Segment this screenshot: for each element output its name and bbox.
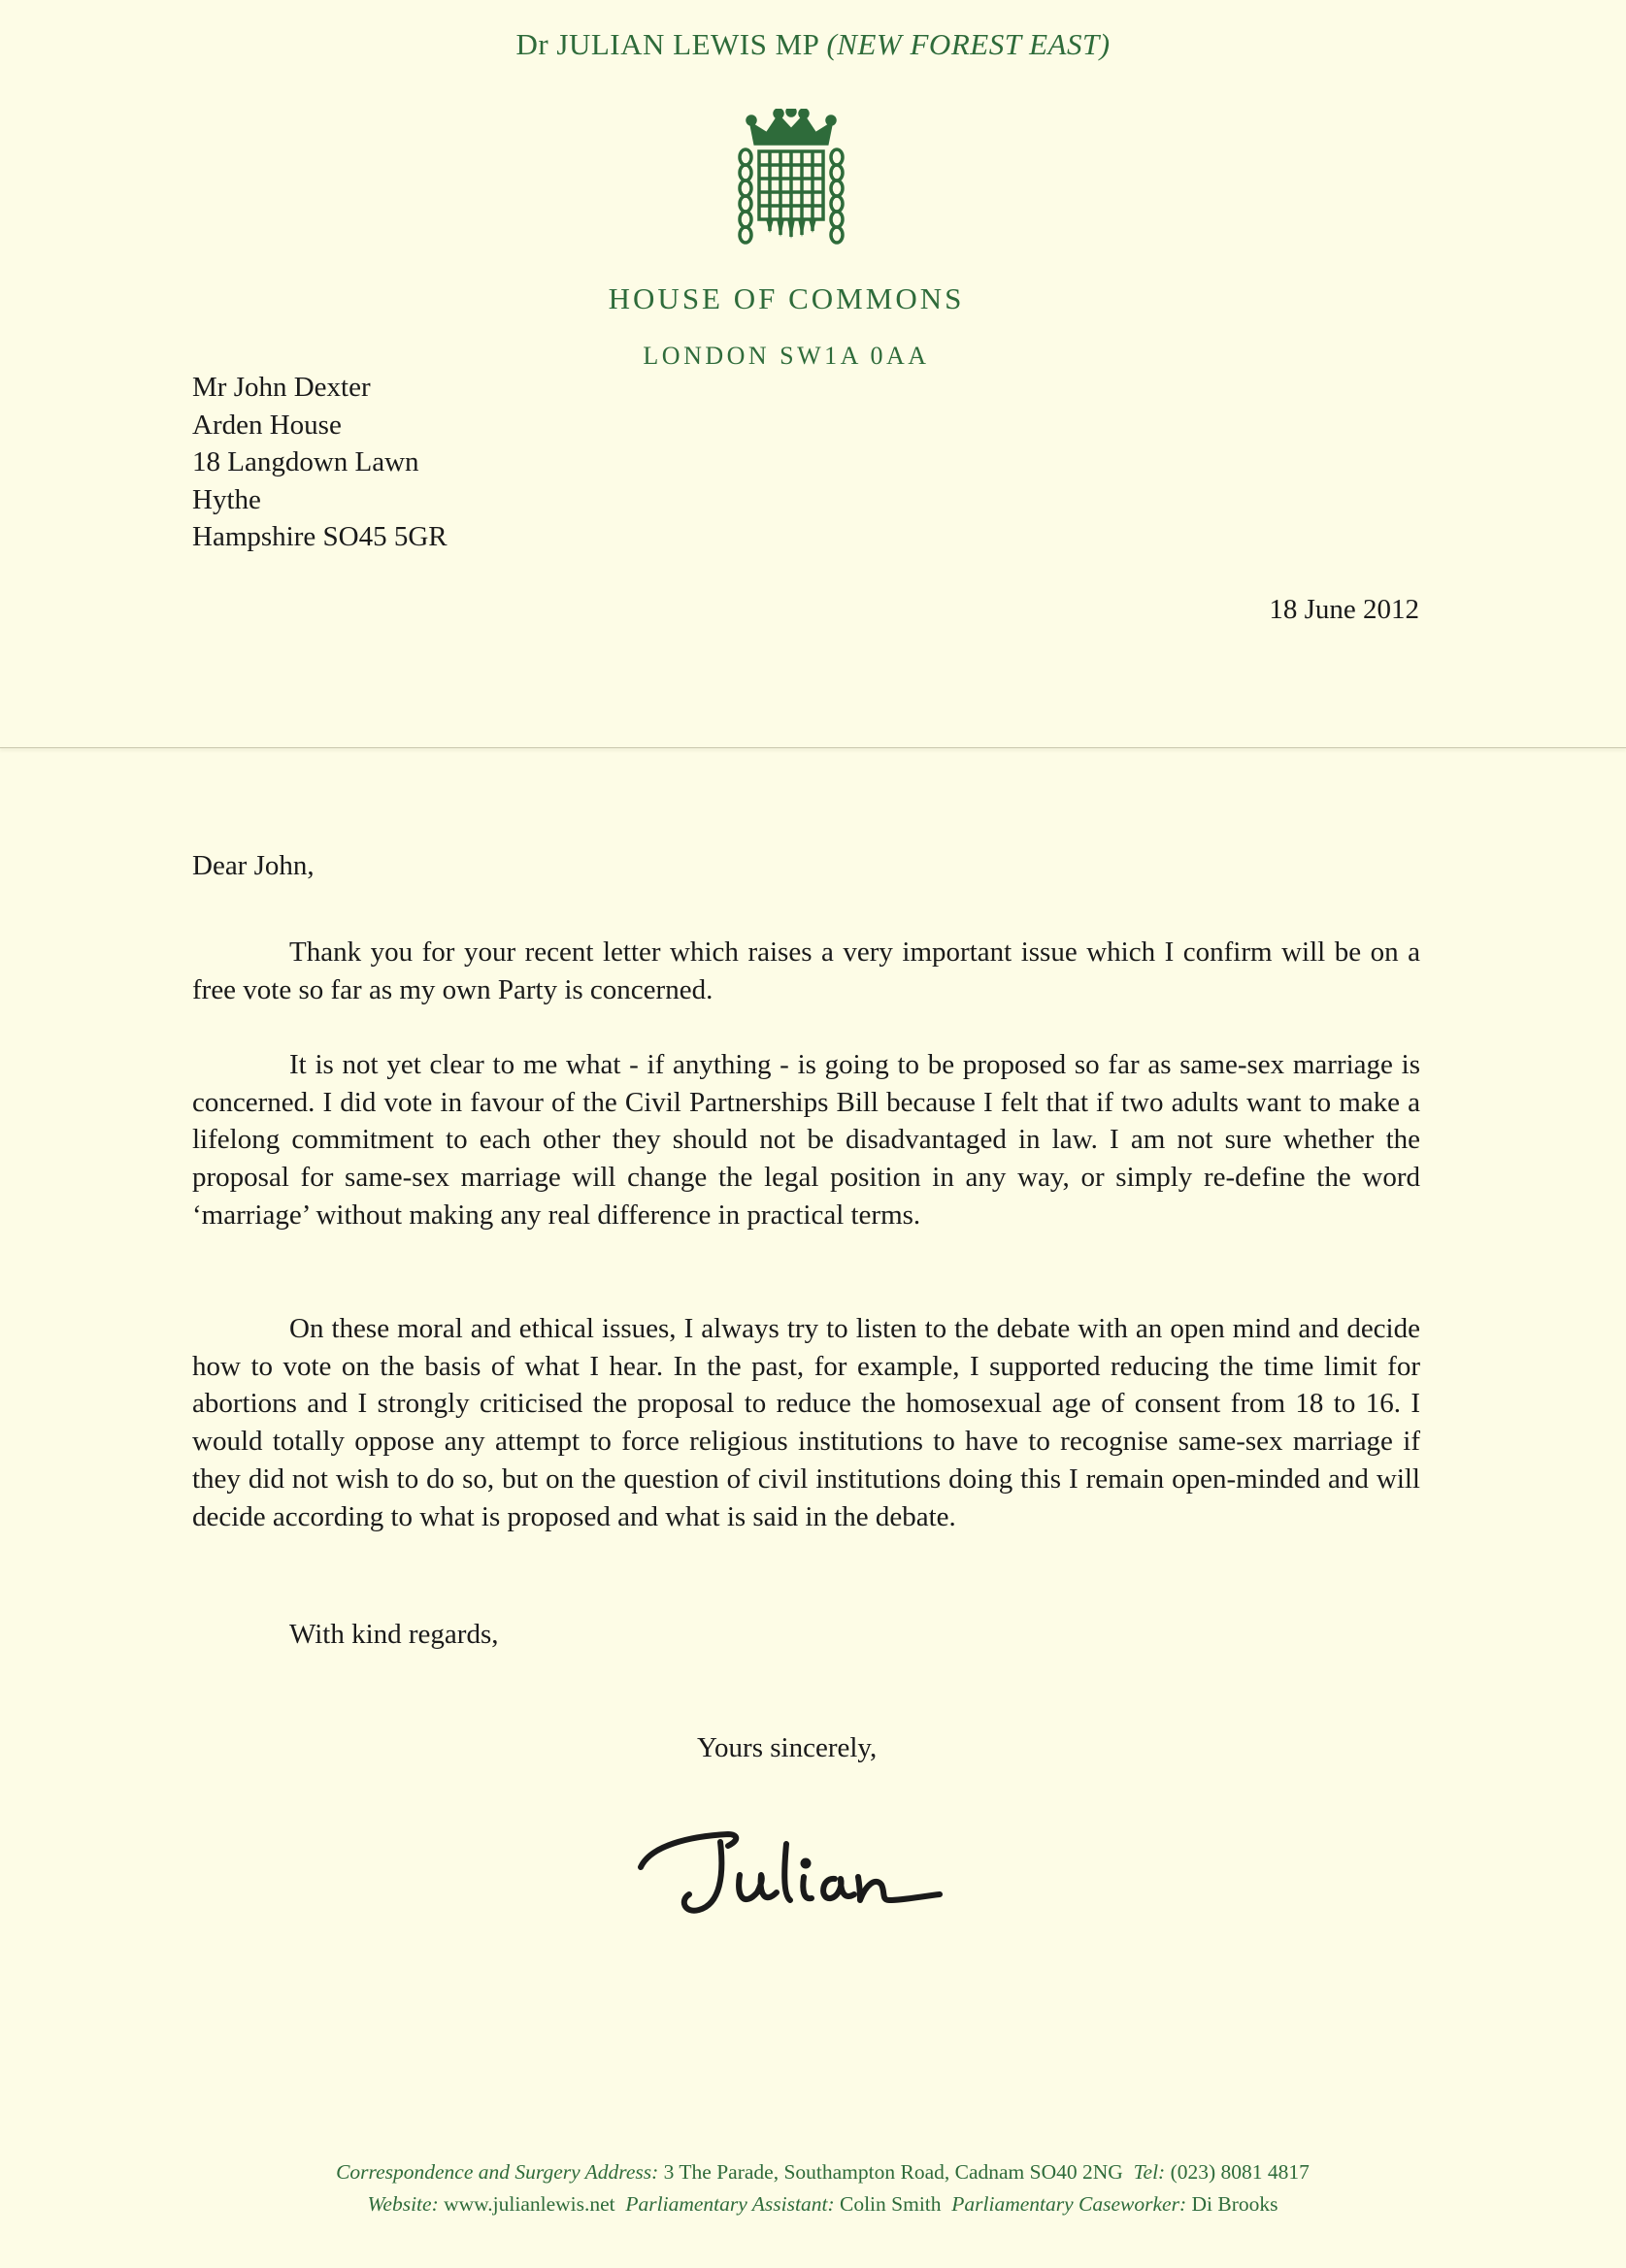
salutation: Dear John, xyxy=(192,850,315,881)
footer-address-line xyxy=(10,2160,1626,2185)
portcullis-icon xyxy=(728,109,854,254)
body-paragraph: It is not yet clear to me what - if anything - is going to be proposed so far as same-sex marriage is concerned. I did vote in favour of the Civil Partnerships Bill because I felt that if two adults want to make a lifelong commitment to each other they should not be disadvantaged in law. I am not sure whether the proposal for same-sex marriage will change the legal position in any way, or simply re-define the word ‘marriage’ without making any real difference in practical terms. xyxy=(192,1049,1420,1231)
website-link[interactable]: www.julianlewis.net xyxy=(444,2192,615,2216)
tel-label: Tel: xyxy=(1133,2160,1166,2184)
caseworker-name: Di Brooks xyxy=(1191,2192,1278,2216)
assistant-label: Parliamentary Assistant: xyxy=(625,2192,835,2216)
closing-regards: With kind regards, xyxy=(289,1619,499,1650)
letter-date: 18 June 2012 xyxy=(1269,594,1419,625)
mp-name: Dr JULIAN LEWIS MP xyxy=(515,27,819,61)
office-address: 3 The Parade, Southampton Road, Cadnam SO40 2NG xyxy=(663,2160,1123,2184)
caseworker-label: Parliamentary Caseworker: xyxy=(951,2192,1187,2216)
recipient-line: Hampshire SO45 5GR xyxy=(192,521,448,552)
website-label: Website: xyxy=(367,2192,439,2216)
house-name: HOUSE OF COMMONS xyxy=(608,281,965,315)
tel-number: (023) 8081 4817 xyxy=(1170,2160,1310,2184)
sign-off: Yours sincerely, xyxy=(697,1732,878,1763)
constituency: (NEW FOREST EAST) xyxy=(826,27,1111,61)
recipient-address xyxy=(192,369,448,556)
body-paragraph: On these moral and ethical issues, I always try to listen to the debate with an open mind and decide how to vote on the basis of what I hear. In the past, for example, I supported reducing the time limit for abortions and I strongly criticised the proposal to reduce the homosexual age of consent from 18 to 16. I would totally oppose any attempt to force religious institutions to have to recognise same-sex marriage if they did not wish to do so, but on the question of civil institutions doing this I remain open-minded and will decide according to what is proposed and what is said in the debate. xyxy=(192,1313,1420,1532)
address-label: Correspondence and Surgery Address: xyxy=(336,2160,659,2184)
assistant-name: Colin Smith xyxy=(839,2192,942,2216)
letterhead-name xyxy=(0,27,1626,62)
house-address: LONDON SW1A 0AA xyxy=(643,342,930,370)
recipient-line: Arden House xyxy=(192,409,342,441)
recipient-line: 18 Langdown Lawn xyxy=(192,446,419,477)
fold-line xyxy=(0,747,1626,748)
recipient-name: Mr John Dexter xyxy=(192,372,371,403)
signature-icon xyxy=(631,1807,951,1933)
body-paragraph: Thank you for your recent letter which raises a very important issue which I confirm will be on a free vote so far as my own Party is concerned. xyxy=(192,937,1420,1005)
recipient-line: Hythe xyxy=(192,483,261,515)
footer-contacts-line xyxy=(10,2192,1626,2217)
